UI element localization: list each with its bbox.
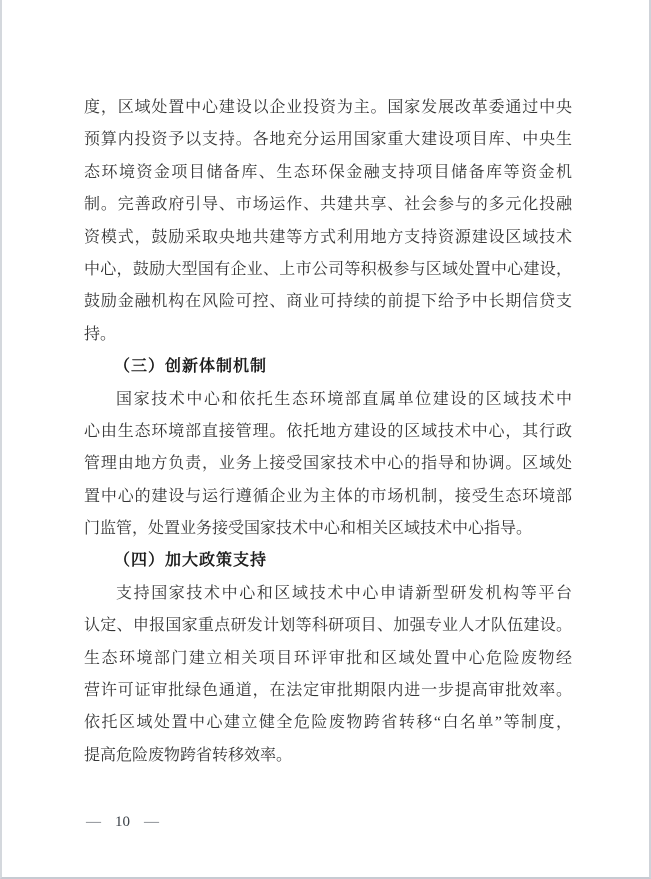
text-line: 国家技术中心和依托生态环境部直属单位建设的区域技术中: [116, 390, 572, 408]
text-line: 态环境资金项目储备库、生态环保金融支持项目储备库等资金机: [84, 163, 572, 181]
section-heading-4: （四）加大政策支持: [114, 552, 268, 570]
text-line: 生态环境部门建立相关项目环评审批和区域处置中心危险废物经: [84, 649, 572, 667]
document-body: [84, 92, 572, 772]
text-line: 置中心的建设与运行遵循企业为主体的市场机制，接受生态环境部: [84, 487, 572, 505]
text-line: 度，区域处置中心建设以企业投资为主。国家发展改革委通过中央: [84, 99, 572, 116]
text-line: 制。完善政府引导、市场运作、共建共享、社会参与的多元化投融: [84, 196, 572, 214]
text-line: 依托区域处置中心建立健全危险废物跨省转移“白名单”等制度，: [84, 714, 572, 732]
page-number: 10: [115, 814, 130, 830]
text-line: 预算内投资予以支持。各地充分运用国家重大建设项目库、中央生: [84, 131, 572, 149]
text-line: 资模式，鼓励采取央地共建等方式利用地方支持资源建设区域技术: [84, 228, 572, 246]
text-line: 心由生态环境部直接管理。依托地方建设的区域技术中心，其行政: [84, 422, 572, 440]
text-line: 门监管，处置业务接受国家技术中心和相关区域技术中心指导。: [84, 520, 533, 538]
text-line: 认定、申报国家重点研发计划等科研项目、加强专业人才队伍建设。: [84, 617, 572, 635]
text-line: 提高危险废物跨省转移效率。: [84, 746, 293, 764]
text-line: 中心，鼓励大型国有企业、上市公司等积极参与区域处置中心建设，: [84, 260, 572, 278]
footer-right-dash: —: [144, 814, 159, 830]
text-line: 管理由地方负责，业务上接受国家技术中心的指导和协调。区域处: [84, 455, 572, 473]
text-line: 持。: [84, 325, 117, 343]
text-line: 营许可证审批绿色通道，在法定审批期限内进一步提高审批效率。: [84, 682, 572, 700]
page-footer: [86, 812, 159, 832]
text-line: 鼓励金融机构在风险可控、商业可持续的前提下给予中长期信贷支: [84, 293, 572, 311]
text-line: 支持国家技术中心和区域技术中心申请新型研发机构等平台: [116, 584, 572, 602]
footer-left-dash: —: [86, 814, 101, 830]
section-heading-3: （三）创新体制机制: [114, 358, 268, 376]
